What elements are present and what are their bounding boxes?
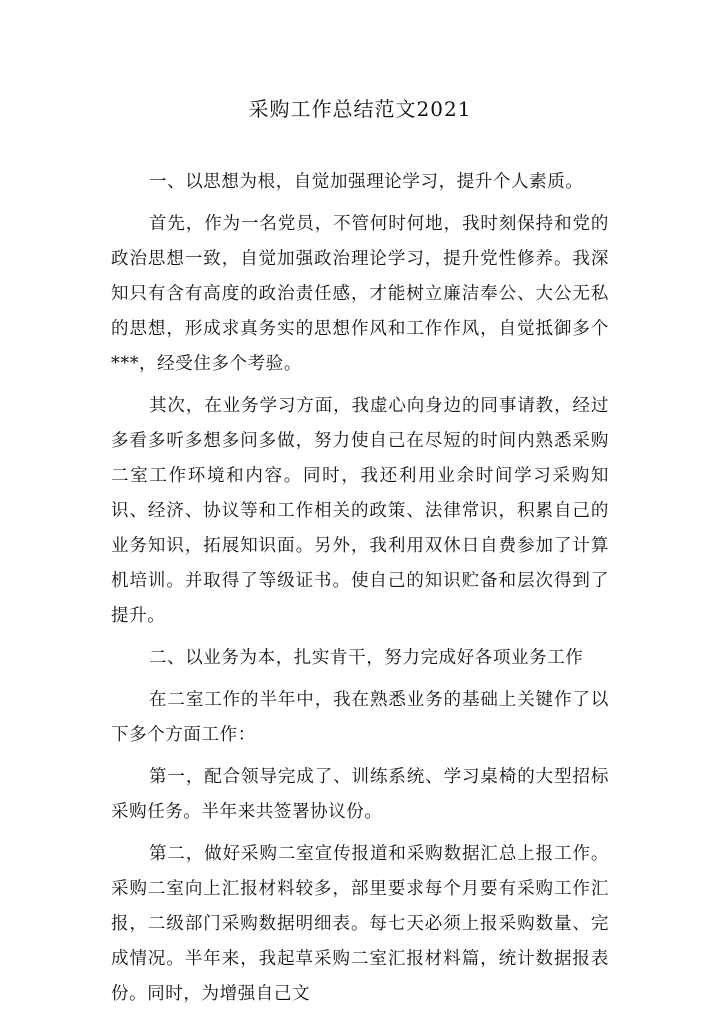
paragraph-first-point: 首先，作为一名党员，不管何时何地，我时刻保持和党的政治思想一致，自觉加强政治理论学习，提升党性修养。我深知只有含有高度的政治责任感，才能树立廉洁奉公、大公无私的思想，形成求真务实的思想作风和工作作风，自觉抵御多个***，经受住多个考验。: [111, 214, 609, 374]
paragraph-section-two-heading: 二、以业务为本，扎实肯干，努力完成好各项业务工作: [149, 648, 584, 668]
document-body: [111, 165, 609, 1012]
document-title: 采购工作总结范文2021: [248, 97, 472, 121]
paragraph-section-two-intro: 在二室工作的半年中，我在熟悉业务的基础上关键作了以下多个方面工作：: [111, 690, 609, 745]
paragraph-item-two: 第二，做好采购二室宣传报道和采购数据汇总上报工作。采购二室向上汇报材料较多，部里要求每个月要有采购工作汇报，二级部门采购数据明细表。每七天必须上报采购数量、完成情况。半年来，我起草采购二室汇报材料篇，统计数据报表 份。同时，为增强自己文: [111, 844, 609, 1004]
paragraph-item-one: 第一，配合领导完成了、训练系统、学习桌椅的大型招标采购任务。半年来共签署协议份。: [111, 767, 609, 822]
paragraph-second-point: 其次，在业务学习方面，我虚心向身边的同事请教，经过多看多听多想多问多做，努力使自己在尽短的时间内熟悉采购二室工作环境和内容。同时，我还利用业余时间学习采购知识、经济、协议等和工作相关的政策、法律常识，积累自己的业务知识，拓展知识面。另外，我利用双休日自费参加了计算机培训。并取得了等级证书。使自己的知识贮备和层次得到了提升。: [111, 396, 609, 626]
paragraph-section-one-heading: 一、以思想为根，自觉加强理论学习，提升个人素质。: [149, 172, 584, 192]
